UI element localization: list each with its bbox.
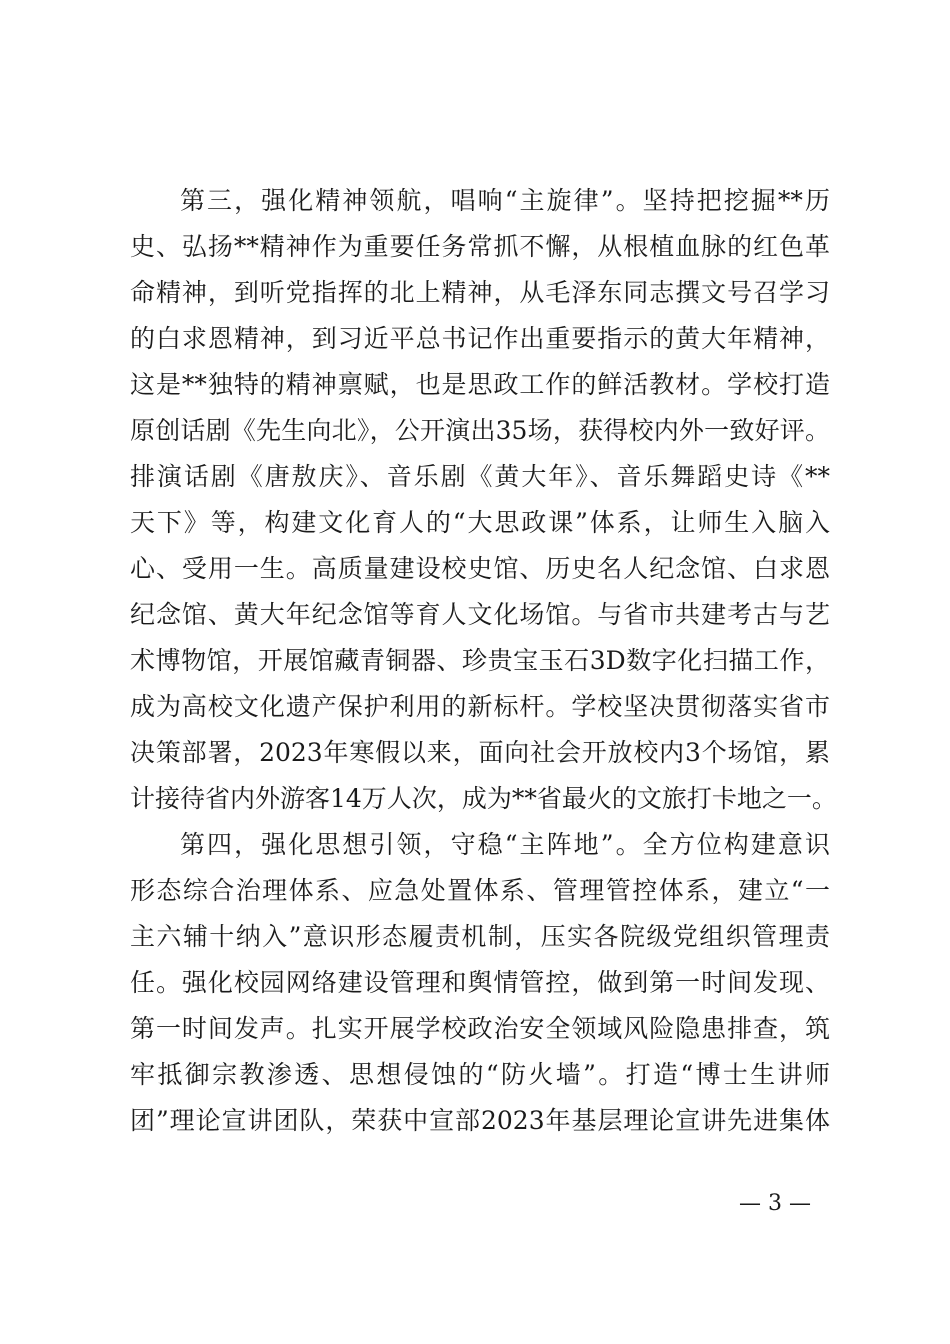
text-line: 术博物馆，开展馆藏青铜器、珍贵宝玉石3D数字化扫描工作，: [130, 646, 830, 675]
text-line: 主六辅十纳入”意识形态履责机制，压实各院级党组织管理责: [130, 922, 830, 951]
text-line: 第一时间发声。扎实开展学校政治安全领域风险隐患排查，筑: [130, 1014, 830, 1043]
text-line: 第四，强化思想引领，守稳“主阵地”。全方位构建意识: [180, 830, 830, 859]
text-line: 的白求恩精神，到习近平总书记作出重要指示的黄大年精神，: [130, 324, 830, 353]
page-number: — 3 —: [739, 1191, 811, 1216]
text-line: 决策部署，2023年寒假以来，面向社会开放校内3个场馆，累: [130, 738, 830, 767]
text-line: 团”理论宣讲团队，荣获中宣部2023年基层理论宣讲先进集体: [130, 1106, 830, 1135]
text-line: 任。强化校园网络建设管理和舆情管控，做到第一时间发现、: [130, 968, 830, 997]
text-line: 第三，强化精神领航，唱响“主旋律”。坚持把挖掘**历: [180, 186, 830, 215]
text-line: 计接待省内外游客14万人次，成为**省最火的文旅打卡地之一。: [130, 784, 837, 813]
text-line: 天下》等，构建文化育人的“大思政课”体系，让师生入脑入: [130, 508, 830, 537]
text-line: 排演话剧《唐敖庆》、音乐剧《黄大年》、音乐舞蹈史诗《**: [130, 462, 830, 491]
text-line: 心、受用一生。高质量建设校史馆、历史名人纪念馆、白求恩: [130, 554, 830, 583]
text-line: 形态综合治理体系、应急处置体系、管理管控体系，建立“一: [130, 876, 830, 905]
text-line: 成为高校文化遗产保护利用的新标杆。学校坚决贯彻落实省市: [130, 692, 830, 721]
text-line: 史、弘扬**精神作为重要任务常抓不懈，从根植血脉的红色革: [130, 232, 830, 261]
text-line: 纪念馆、黄大年纪念馆等育人文化场馆。与省市共建考古与艺: [130, 600, 830, 629]
text-line: 这是**独特的精神禀赋，也是思政工作的鲜活教材。学校打造: [130, 370, 830, 399]
text-line: 原创话剧《先生向北》，公开演出35场，获得校内外一致好评。: [130, 416, 830, 445]
text-line: 命精神，到听党指挥的北上精神，从毛泽东同志撰文号召学习: [130, 278, 830, 307]
text-line: 牢抵御宗教渗透、思想侵蚀的“防火墙”。打造“博士生讲师: [130, 1060, 830, 1089]
